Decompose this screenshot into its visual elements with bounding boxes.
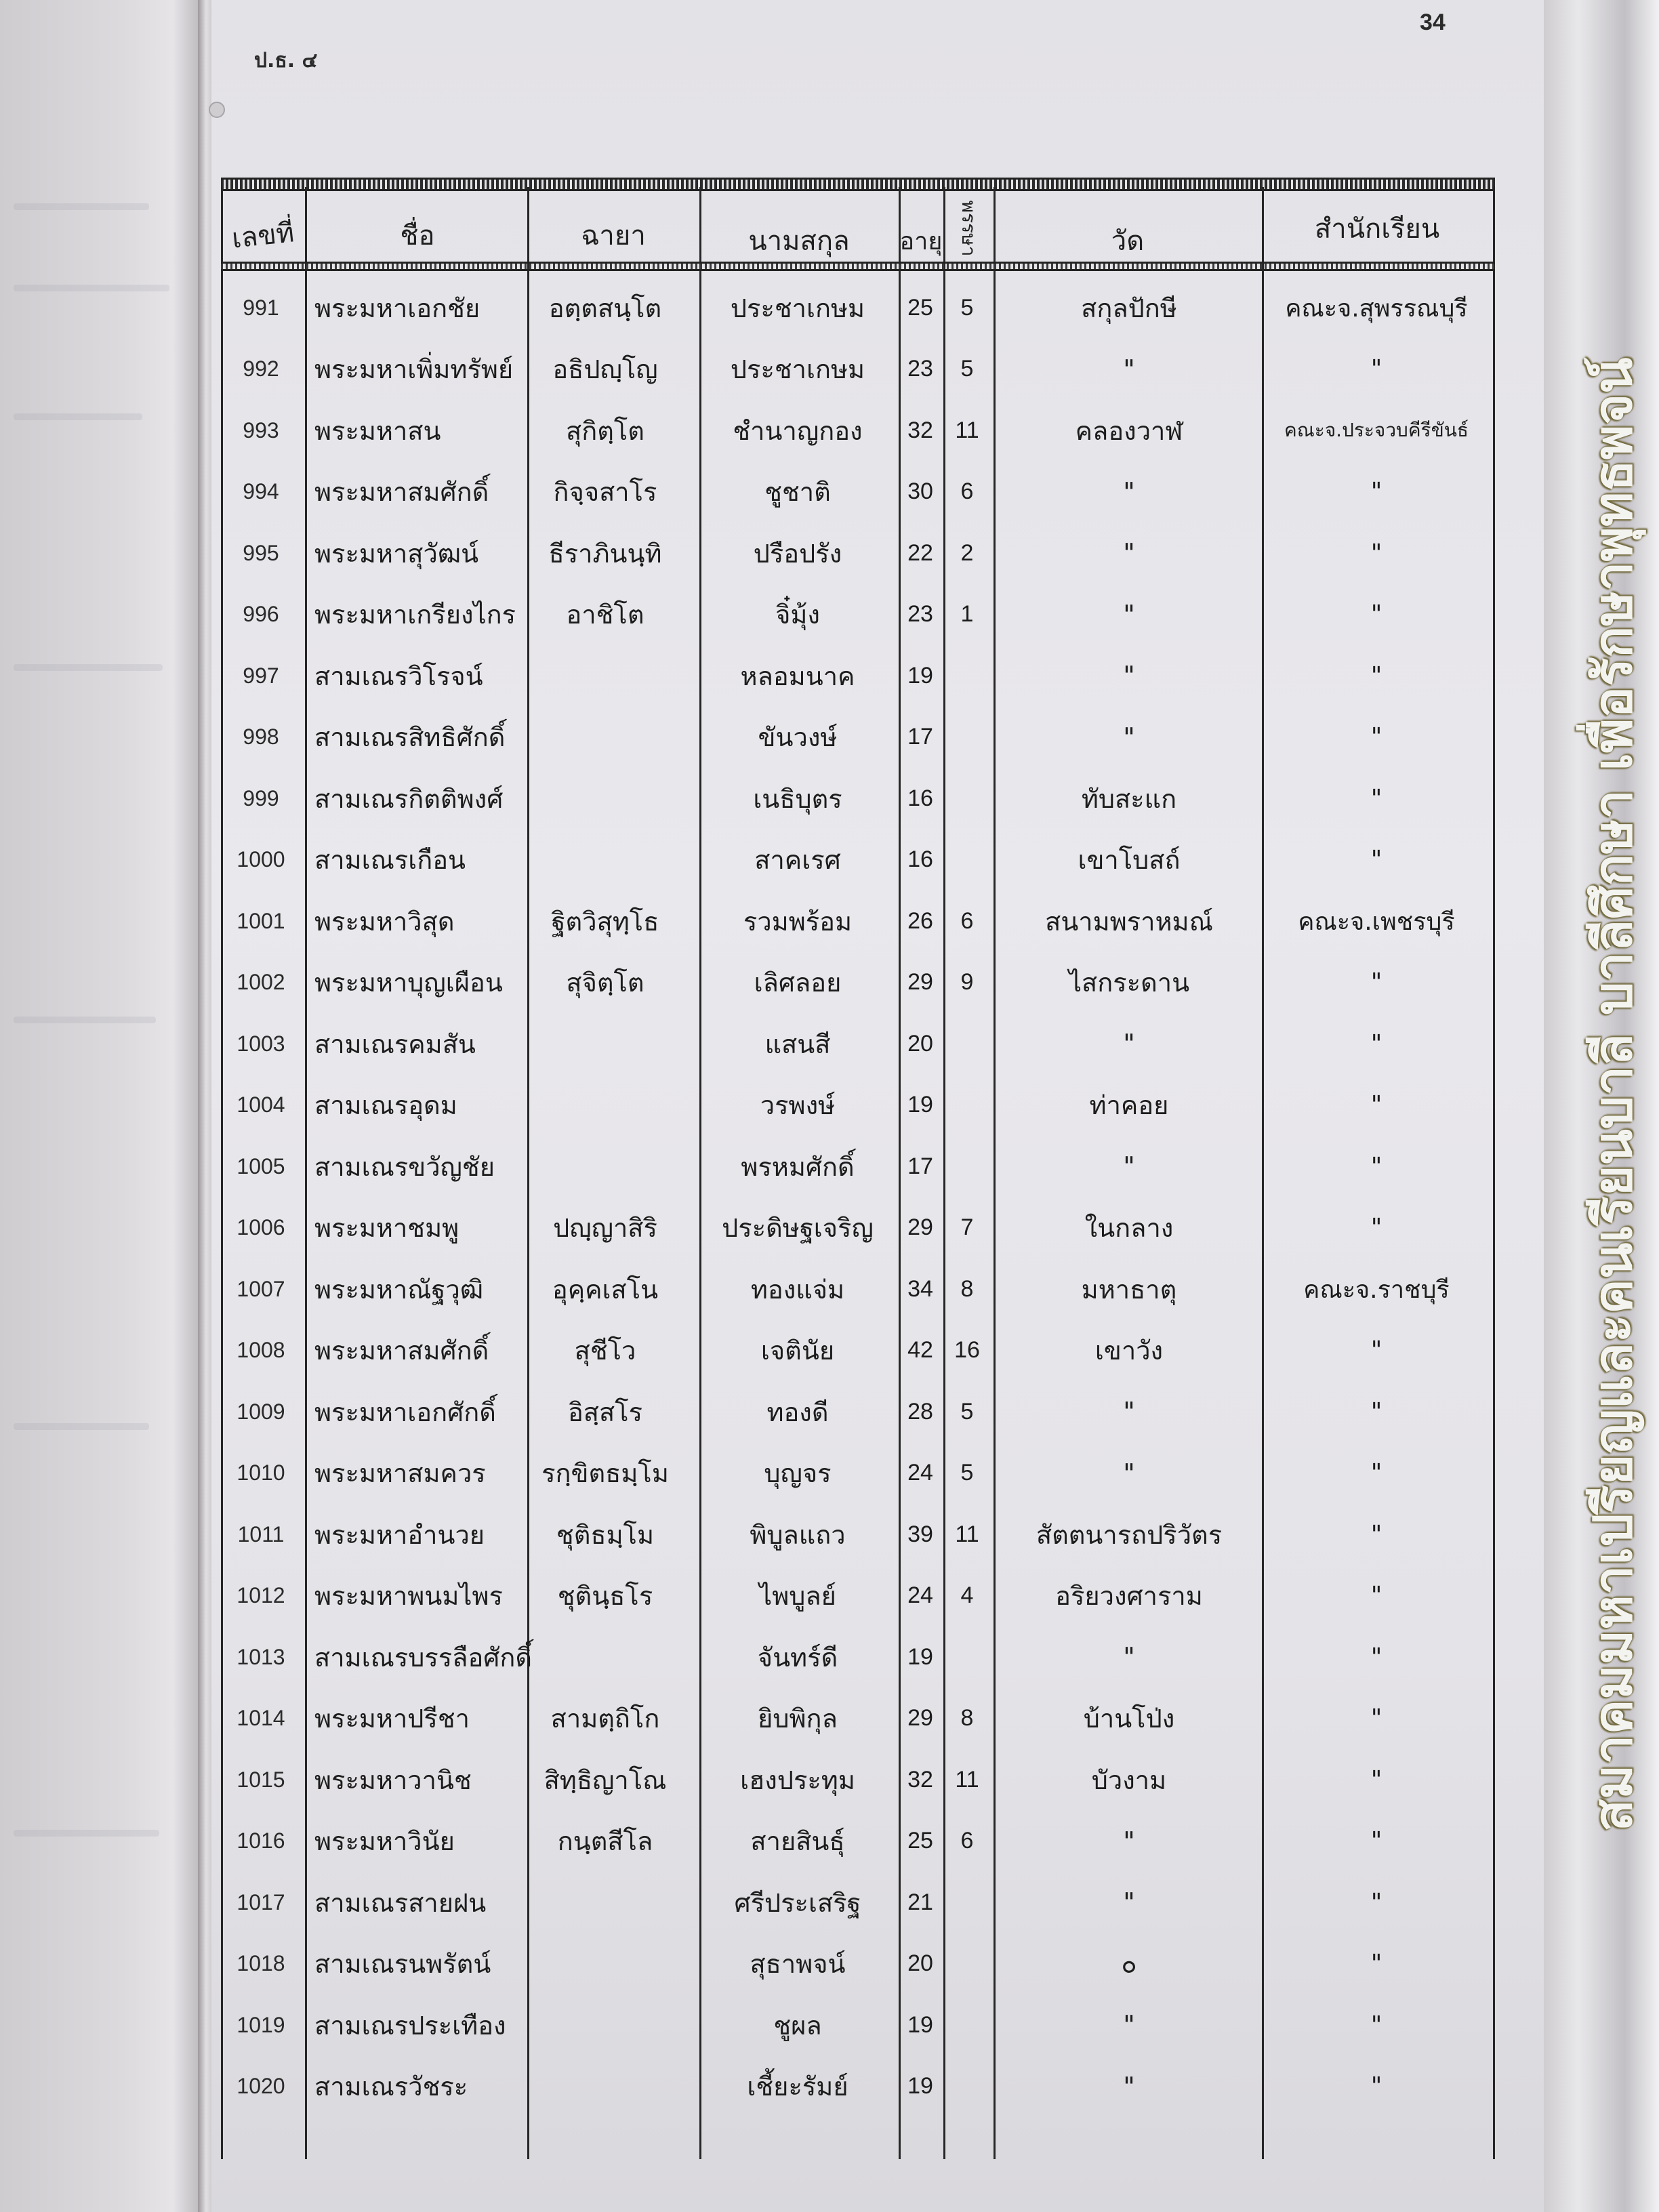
table-row: [221, 1689, 1495, 1748]
row-chaya: [527, 1934, 683, 1994]
row-surname: จิ๋มุ้ง: [775, 600, 820, 630]
row-surname: เจตินัย: [760, 1336, 835, 1366]
row-name: สามเณรคมสัน: [314, 1029, 476, 1059]
row-wat: ทับสะแก: [1081, 783, 1177, 814]
row-wat: บัวงาม: [1091, 1765, 1167, 1795]
row-age: 29: [907, 969, 933, 995]
table-row: [221, 1995, 1495, 2055]
row-name: พระมหาสน: [314, 415, 441, 446]
row-number: 1007: [237, 1276, 285, 1301]
row-wat: ": [1123, 1029, 1135, 1059]
table-row: [221, 462, 1495, 522]
row-surname: ชูผล: [773, 2010, 822, 2041]
row-phansa: 8: [960, 1705, 974, 1731]
table-row: [221, 585, 1495, 644]
row-phansa: 11: [955, 1521, 979, 1547]
row-surname: ยิบพิกุล: [758, 1704, 838, 1734]
row-chaya: กิจฺจสาโร: [553, 477, 657, 507]
row-school: ": [1370, 1152, 1382, 1181]
row-chaya: สุจิตฺโต: [566, 968, 644, 998]
row-number: 993: [243, 417, 279, 443]
row-phansa: [945, 1627, 989, 1687]
row-surname: จันทร์ดี: [757, 1642, 838, 1673]
row-school: ": [1370, 1397, 1382, 1426]
row-name: พระมหาเกรียงไกร: [314, 600, 516, 630]
row-number: 1011: [237, 1521, 285, 1547]
row-surname: ชูชาติ: [764, 477, 831, 507]
row-number: 994: [243, 479, 279, 504]
row-wat: สกุลปักษี: [1081, 293, 1177, 323]
row-wat: ": [1123, 476, 1135, 507]
row-school: ": [1370, 2072, 1382, 2100]
row-number: 1017: [237, 1889, 285, 1914]
row-number: 1004: [237, 1092, 285, 1117]
bleed-through-line: [14, 1423, 149, 1430]
table-row: [221, 1872, 1495, 1932]
row-wat: เขาโบสถ์: [1078, 845, 1181, 875]
table-row: [221, 340, 1495, 399]
row-phansa: 11: [955, 417, 979, 443]
row-phansa: 9: [960, 969, 974, 995]
row-number: 997: [243, 663, 279, 688]
row-chaya: [527, 646, 683, 705]
row-name: พระมหาวิสุด: [314, 906, 455, 937]
row-name: พระมหาเอกชัย: [314, 293, 480, 323]
row-age: 42: [907, 1337, 933, 1363]
row-number: 1005: [237, 1153, 285, 1179]
row-chaya: อิสฺสโร: [567, 1397, 643, 1427]
watermark-text: สมาคมมหาเปรียญและคนเรียนบาลี บาลีศึกษา เพื่อรักษาพุทธพจน์: [1583, 357, 1644, 1832]
row-number: 1010: [237, 1460, 285, 1485]
row-school: ": [1370, 1459, 1382, 1487]
row-chaya: [527, 1136, 683, 1196]
row-phansa: 4: [960, 1582, 974, 1608]
row-name: พระมหาสุวัฒน์: [314, 538, 479, 569]
row-school: ": [1370, 1582, 1382, 1610]
row-school: ": [1370, 539, 1382, 567]
header-school: สำนักเรียน: [1314, 213, 1440, 245]
row-name: สามเณรกิตติพงศ์: [314, 783, 504, 814]
row-phansa: 16: [954, 1337, 980, 1363]
row-chaya: สามตฺถิโก: [550, 1704, 660, 1734]
row-surname: ปรือปรัง: [753, 538, 842, 569]
row-name: สามเณรวัชระ: [314, 2072, 468, 2102]
row-phansa: [945, 1014, 989, 1073]
row-name: พระมหาปรีชา: [314, 1704, 470, 1734]
row-number: 992: [243, 356, 279, 381]
bleed-through-line: [14, 1830, 159, 1837]
row-school: ": [1370, 1765, 1382, 1794]
form-code: ป.ธ. ๔: [254, 49, 318, 73]
row-school: ": [1370, 846, 1382, 874]
table-row: [221, 278, 1495, 337]
row-wat: เขาวัง: [1094, 1336, 1164, 1366]
row-school: ": [1370, 968, 1382, 996]
row-school: คณะจ.สุพรรณบุรี: [1285, 294, 1468, 323]
row-wat: มหาธาตุ: [1081, 1274, 1177, 1305]
row-surname: ประชาเกษม: [730, 293, 865, 323]
row-number: 999: [243, 785, 279, 811]
row-school: ": [1370, 355, 1382, 383]
row-wat: ": [1123, 1826, 1135, 1856]
row-school: ": [1370, 1950, 1382, 1978]
row-number: 1013: [237, 1644, 285, 1669]
row-chaya: รกฺขิตธมฺโม: [541, 1458, 669, 1488]
table-row: [221, 1076, 1495, 1135]
row-age: 24: [907, 1460, 933, 1486]
row-number: 1012: [237, 1583, 285, 1607]
row-chaya: อาชิโต: [566, 600, 644, 630]
bleed-through-line: [14, 203, 149, 210]
page-number: 34: [1420, 9, 1446, 35]
row-age: 16: [907, 846, 933, 872]
row-school: ": [1370, 1643, 1382, 1671]
row-surname: บุญจร: [764, 1458, 832, 1488]
row-school: ": [1370, 1520, 1382, 1549]
row-wat: ": [1123, 2010, 1135, 2040]
table-row: [221, 1504, 1495, 1564]
row-age: 19: [907, 662, 933, 689]
row-name: พระมหาสมศักดิ์: [314, 1336, 489, 1366]
paper-hole: [209, 102, 225, 118]
row-wat: สนามพราหมณ์: [1045, 906, 1213, 937]
row-wat: ": [1123, 599, 1135, 630]
row-school: ": [1370, 1091, 1382, 1119]
row-age: 24: [907, 1582, 933, 1608]
row-chaya: สุชีโว: [574, 1336, 636, 1366]
header-name: ชื่อ: [400, 220, 435, 251]
row-chaya: [527, 830, 683, 890]
row-phansa: 6: [960, 1828, 974, 1853]
row-phansa: 6: [960, 907, 974, 934]
row-age: 34: [907, 1275, 933, 1302]
left-page: [0, 0, 203, 2212]
row-school: ": [1370, 478, 1382, 506]
table-row: [221, 830, 1495, 890]
row-name: พระมหาสมศักดิ์: [314, 477, 489, 507]
row-chaya: [527, 1872, 683, 1932]
row-chaya: ชุติธมฺโม: [556, 1519, 655, 1550]
row-phansa: 5: [960, 1398, 974, 1425]
table-row: [221, 1136, 1495, 1196]
row-surname: ไพบูลย์: [759, 1581, 836, 1611]
row-surname: รวมพร้อม: [743, 906, 853, 937]
row-surname: ประดิษฐเจริญ: [722, 1213, 874, 1243]
row-wat: อริยวงศาราม: [1055, 1581, 1203, 1611]
row-number: 1009: [237, 1399, 285, 1424]
row-surname: พิบูลแถว: [750, 1519, 846, 1550]
row-chaya: [527, 769, 683, 828]
row-name: พระมหาบุญเผือน: [314, 968, 503, 998]
table-row: [221, 1014, 1495, 1073]
row-wat: ๐: [1121, 1949, 1137, 1979]
row-name: พระมหาวานิช: [314, 1765, 472, 1795]
row-age: 20: [907, 1030, 933, 1057]
header-wat: วัด: [1111, 226, 1145, 257]
row-age: 21: [907, 1889, 933, 1915]
row-name: พระมหาเอกศักดิ์: [314, 1397, 496, 1427]
row-age: 39: [907, 1521, 933, 1547]
table-row: [221, 1934, 1495, 1994]
row-phansa: [945, 1872, 989, 1932]
row-name: พระมหาเพิ่มทรัพย์: [314, 354, 514, 384]
row-surname: ศรีประเสริฐ: [734, 1887, 861, 1918]
row-surname: สุธาพจน์: [750, 1949, 846, 1979]
row-wat: ": [1123, 538, 1135, 568]
row-wat: ": [1123, 1642, 1135, 1672]
row-age: 20: [907, 1950, 933, 1976]
row-chaya: อธิปญฺโญ: [552, 354, 658, 384]
row-wat: คลองวาฬ: [1075, 415, 1183, 446]
row-chaya: ปญฺญาสิริ: [553, 1213, 657, 1243]
register-table: [221, 178, 1495, 2163]
header-chaya: ฉายา: [581, 220, 646, 251]
header-no: เลขที่: [230, 217, 296, 255]
row-phansa: 1: [960, 601, 974, 627]
table-top-border: [221, 178, 1495, 191]
table-row: [221, 769, 1495, 828]
row-phansa: 11: [955, 1766, 979, 1793]
table-row: [221, 1382, 1495, 1441]
row-phansa: 5: [960, 1460, 974, 1486]
row-age: 28: [907, 1398, 933, 1425]
row-age: 23: [907, 601, 933, 627]
row-school: คณะจ.ราชบุรี: [1303, 1275, 1450, 1304]
row-number: 991: [243, 295, 279, 320]
row-name: สามเณรอุดม: [314, 1090, 457, 1120]
row-name: สามเณรนพรัตน์: [314, 1949, 491, 1979]
row-school: ": [1370, 1888, 1382, 1917]
row-wat: ": [1123, 1397, 1135, 1427]
row-chaya: ชุตินฺธโร: [557, 1581, 653, 1611]
row-wat: ": [1123, 2071, 1135, 2102]
row-phansa: [945, 708, 989, 767]
row-chaya: [527, 1076, 683, 1135]
row-phansa: [945, 830, 989, 890]
row-age: 23: [907, 356, 933, 382]
row-school: ": [1370, 723, 1382, 751]
row-name: พระมหาสมควร: [314, 1458, 486, 1488]
row-age: 19: [907, 2073, 933, 2099]
row-name: สามเณรประเทือง: [314, 2010, 506, 2041]
row-age: 30: [907, 478, 933, 504]
row-name: พระมหาพนมไพร: [314, 1581, 503, 1611]
row-number: 1000: [237, 847, 285, 872]
row-surname: สาคเรศ: [754, 845, 841, 875]
row-name: พระมหาชมพู: [314, 1213, 459, 1243]
row-surname: พรหมศักดิ์: [741, 1151, 855, 1182]
row-number: 1006: [237, 1215, 285, 1240]
row-chaya: [527, 1627, 683, 1687]
row-number: 1015: [237, 1767, 285, 1792]
row-school: ": [1370, 1827, 1382, 1855]
header-phansa: พรรษา: [958, 200, 980, 257]
row-phansa: 2: [960, 539, 974, 566]
row-surname: ทองดี: [766, 1397, 829, 1427]
row-phansa: [945, 1136, 989, 1196]
row-name: สามเณรบรรลือศักดิ์: [314, 1642, 533, 1673]
row-number: 1001: [237, 908, 285, 933]
row-surname: เนธิบุตร: [753, 783, 842, 814]
row-name: พระมหาอำนวย: [314, 1519, 485, 1550]
row-number: 995: [243, 540, 279, 565]
table-row: [221, 646, 1495, 705]
row-name: สามเณรเกือน: [314, 845, 466, 875]
row-number: 1020: [237, 2074, 285, 2098]
row-number: 1018: [237, 1951, 285, 1975]
row-school: คณะจ.ประจวบคีรีขันธ์: [1284, 419, 1469, 441]
row-age: 19: [907, 1092, 933, 1118]
row-surname: ขันวงษ์: [758, 722, 838, 752]
table-row: [221, 401, 1495, 460]
row-phansa: [945, 1934, 989, 1994]
row-phansa: 5: [960, 294, 974, 321]
row-chaya: [527, 2057, 683, 2116]
row-phansa: [945, 1995, 989, 2055]
table-row: [221, 1198, 1495, 1258]
row-age: 29: [907, 1705, 933, 1731]
row-number: 1003: [237, 1031, 285, 1056]
row-name: สามเณรขวัญชัย: [314, 1151, 495, 1182]
row-age: 25: [907, 294, 933, 321]
row-name: สามเณรสายฝน: [314, 1887, 487, 1918]
row-age: 19: [907, 1643, 933, 1670]
row-surname: ชำนาญกอง: [733, 415, 863, 446]
row-age: 17: [907, 724, 933, 750]
row-chaya: ฐิตวิสุทฺโธ: [551, 906, 659, 937]
table-row: [221, 1321, 1495, 1380]
row-chaya: สิทฺธิญาโณ: [544, 1765, 667, 1795]
row-surname: วรพงษ์: [760, 1090, 836, 1120]
row-phansa: [945, 769, 989, 828]
row-chaya: [527, 708, 683, 767]
row-wat: ": [1123, 1887, 1135, 1917]
header-age: อายุ: [899, 227, 943, 255]
row-school: ": [1370, 2011, 1382, 2039]
row-chaya: สุกิตฺโต: [566, 415, 644, 446]
table-row: [221, 2057, 1495, 2116]
row-school: ": [1370, 784, 1382, 813]
row-chaya: [527, 1995, 683, 2055]
row-wat: บ้านโป่ง: [1083, 1704, 1175, 1734]
row-phansa: 8: [960, 1275, 974, 1302]
row-chaya: [527, 1014, 683, 1073]
row-school: ": [1370, 1704, 1382, 1732]
row-phansa: 7: [960, 1214, 974, 1240]
table-row: [221, 891, 1495, 951]
row-school: ": [1370, 1336, 1382, 1364]
table-row: [221, 1259, 1495, 1319]
row-number: 1002: [237, 970, 285, 994]
row-surname: เชี้ยะรัมย์: [747, 2072, 848, 2102]
row-phansa: [945, 646, 989, 705]
row-chaya: อุคฺคเสโน: [552, 1274, 659, 1305]
row-age: 29: [907, 1214, 933, 1240]
row-surname: เลิศลอย: [754, 968, 842, 998]
row-school: ": [1370, 600, 1382, 628]
row-wat: ": [1123, 1458, 1135, 1488]
table-row: [221, 1443, 1495, 1503]
row-number: 1008: [237, 1338, 285, 1362]
row-school: ": [1370, 1029, 1382, 1058]
row-name: พระมหาวินัย: [314, 1826, 455, 1856]
row-age: 26: [907, 907, 933, 934]
bleed-through-line: [14, 413, 142, 420]
row-name: พระมหาณัฐวุฒิ: [314, 1274, 484, 1305]
row-wat: ": [1123, 722, 1135, 752]
table-row: [221, 523, 1495, 583]
bleed-through-line: [14, 664, 163, 671]
row-school: ": [1370, 1214, 1382, 1242]
table-row: [221, 1627, 1495, 1687]
row-wat: ": [1123, 1151, 1135, 1181]
row-name: สามเณรสิทธิศักดิ์: [314, 722, 506, 752]
bleed-through-line: [14, 285, 169, 291]
row-surname: แสนสี: [764, 1029, 831, 1059]
row-phansa: [945, 1076, 989, 1135]
table-row: [221, 953, 1495, 1012]
row-phansa: 5: [960, 356, 974, 382]
row-school: ": [1370, 661, 1382, 690]
row-wat: ท่าคอย: [1089, 1090, 1169, 1120]
row-phansa: 6: [960, 478, 974, 504]
row-surname: หลอมนาค: [740, 661, 855, 691]
row-wat: สัตตนารถปริวัตร: [1036, 1519, 1223, 1550]
table-row: [221, 1811, 1495, 1871]
row-number: 1016: [237, 1828, 285, 1853]
row-wat: ": [1123, 354, 1135, 384]
row-wat: ": [1123, 661, 1135, 691]
row-age: 25: [907, 1828, 933, 1853]
row-chaya: อตฺตสนฺโต: [548, 293, 662, 323]
row-name: สามเณรวิโรจน์: [314, 661, 483, 691]
row-surname: ทองแจ่ม: [750, 1274, 845, 1305]
table-row: [221, 1566, 1495, 1626]
table-row: [221, 708, 1495, 767]
row-age: 32: [907, 417, 933, 443]
row-chaya: ธีราภินนฺทิ: [548, 538, 662, 569]
row-number: 1019: [237, 2012, 285, 2037]
header-surname: นามสกุล: [748, 226, 850, 257]
row-age: 19: [907, 2011, 933, 2038]
row-phansa: [945, 2057, 989, 2116]
bleed-through-line: [14, 1017, 156, 1023]
table-row: [221, 1750, 1495, 1809]
row-age: 17: [907, 1153, 933, 1179]
header-rule: [221, 262, 1495, 271]
row-number: 996: [243, 602, 279, 626]
row-surname: เฮงประทุม: [740, 1765, 855, 1795]
row-age: 16: [907, 785, 933, 811]
row-wat: ในกลาง: [1084, 1213, 1174, 1243]
row-age: 22: [907, 539, 933, 566]
row-number: 998: [243, 724, 279, 749]
row-surname: ประชาเกษม: [730, 354, 865, 384]
row-chaya: กนฺตสีโล: [557, 1826, 653, 1856]
row-school: คณะจ.เพชรบุรี: [1298, 907, 1455, 936]
row-surname: สายสินธุ์: [750, 1826, 845, 1856]
row-wat: ไสกระดาน: [1068, 968, 1190, 998]
row-age: 32: [907, 1766, 933, 1793]
row-number: 1014: [237, 1706, 285, 1730]
